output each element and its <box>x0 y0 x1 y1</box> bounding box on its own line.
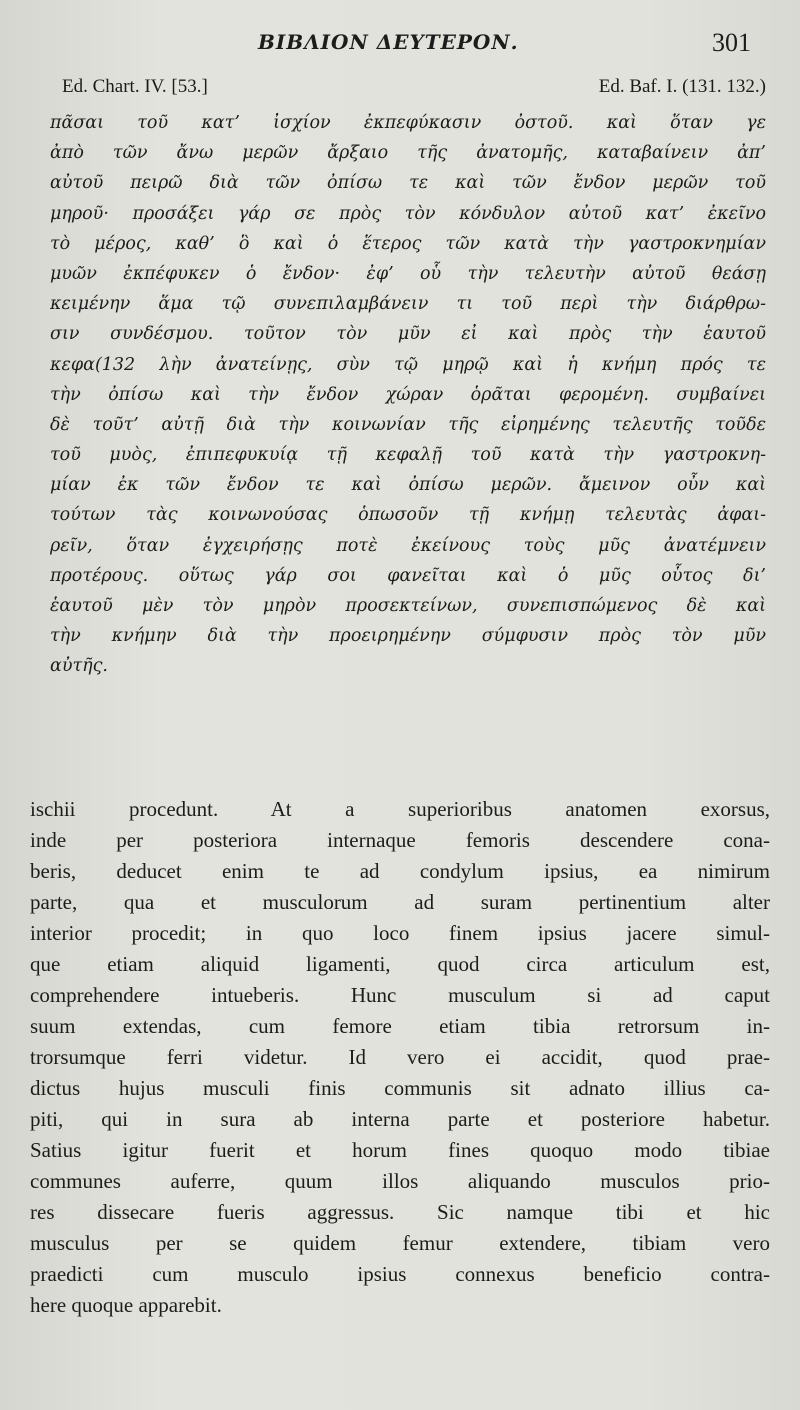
greek-text-line: τοῦ μυὸς, ἐπιπεφυκυίᾳ τῇ κεφαλῇ τοῦ κατὰ τὴν γαστροκνη- <box>50 445 766 466</box>
latin-text-line: ischii procedunt. At a superioribus anatomen exorsus, <box>30 797 770 821</box>
greek-text-line: δὲ τοῦτ’ αὐτῇ διὰ τὴν κοινωνίαν τῆς εἰρημένης τελευτῆς τοῦδε <box>50 414 766 435</box>
greek-text-line: αὐτοῦ πειρῶ διὰ τῶν ὀπίσω τε καὶ τῶν ἔνδον μερῶν τοῦ <box>50 173 766 194</box>
latin-text-line: musculus per se quidem femur extendere, tibiam vero <box>30 1231 770 1255</box>
edition-reference-line <box>62 76 766 104</box>
greek-text-line: ἑαυτοῦ μὲν τὸν μηρὸν προσεκτείνων, συνεπισπώμενος δὲ καὶ <box>50 596 766 616</box>
greek-text-line: κεφα(132 λὴν ἀνατείνῃς, σὺν τῷ μηρῷ καὶ ἡ κνήμη πρός τε <box>50 354 766 375</box>
latin-text-line: res dissecare fueris aggressus. Sic namque tibi et hic <box>30 1200 770 1224</box>
greek-text-line: μίαν ἐκ τῶν ἔνδον τε καὶ ὀπίσω μερῶν. ἄμεινον οὖν καὶ <box>50 475 766 496</box>
latin-text-line: dictus hujus musculi finis communis sit adnato illius ca- <box>30 1076 770 1100</box>
latin-text-line: here quoque apparebit. <box>30 1293 222 1317</box>
latin-text-line: piti, qui in sura ab interna parte et posteriore habetur. <box>30 1107 770 1131</box>
greek-text-line: ρεῖν, ὅταν ἐγχειρήσῃς ποτὲ ἐκείνους τοὺς μῦς ἀνατέμνειν <box>50 535 766 556</box>
greek-text-line: τούτων τὰς κοινωνούσας ὁπωσοῦν τῇ κνήμῃ τελευτὰς ἀφαι- <box>50 505 766 526</box>
edition-chart-reference: Ed. Chart. IV. [53.] <box>62 76 208 97</box>
latin-text-line: trorsumque ferri videtur. Id vero ei accidit, quod prae- <box>30 1045 770 1069</box>
greek-text-line: αὐτῆς. <box>50 656 108 677</box>
latin-text-line: Satius igitur fuerit et horum fines quoquo modo tibiae <box>30 1138 770 1162</box>
greek-text-line: προτέρους. οὕτως γάρ σοι φανεῖται καὶ ὁ μῦς οὗτος δι’ <box>50 565 766 586</box>
latin-text-line: parte, qua et musculorum ad suram pertinentium alter <box>30 890 770 914</box>
latin-text-block <box>30 794 770 1321</box>
greek-text-line: πᾶσαι τοῦ κατ’ ἰσχίον ἐκπεφύκασιν ὀστοῦ. καὶ ὅταν γε <box>50 113 766 133</box>
greek-text-line: τὴν ὀπίσω καὶ τὴν ἔνδον χώραν ὁρᾶται φερομένη. συμβαίνει <box>50 384 766 405</box>
latin-text-line: comprehendere intueberis. Hunc musculum si ad caput <box>30 983 770 1007</box>
greek-text-line: τὸ μέρος, καθ’ ὃ καὶ ὁ ἕτερος τῶν κατὰ τὴν γαστροκνημίαν <box>50 233 766 254</box>
greek-text-line: κειμένην ἅμα τῷ συνεπιλαμβάνειν τι τοῦ περὶ τὴν διάρθρω- <box>50 294 766 315</box>
latin-text-line: praedicti cum musculo ipsius connexus beneficio contra- <box>30 1262 770 1286</box>
latin-text-line: interior procedit; in quo loco finem ipsius jacere simul- <box>30 921 770 945</box>
latin-text-line: inde per posteriora internaque femoris descendere cona- <box>30 828 770 852</box>
latin-text-line: communes auferre, quum illos aliquando musculos prio- <box>30 1169 770 1193</box>
latin-text-line: suum extendas, cum femore etiam tibia retrorsum in- <box>30 1014 770 1038</box>
latin-text-line: que etiam aliquid ligamenti, quod circa articulum est, <box>30 952 770 976</box>
running-head <box>0 30 800 64</box>
greek-text-block <box>50 108 766 682</box>
greek-text-line: ἀπὸ τῶν ἄνω μερῶν ἄρξαιο τῆς ἀνατομῆς, καταβαίνειν ἀπ’ <box>50 143 766 164</box>
greek-text-line: σιν συνδέσμου. τοῦτον τὸν μῦν εἰ καὶ πρὸς τὴν ἑαυτοῦ <box>50 324 766 345</box>
greek-text-line: τὴν κνήμην διὰ τὴν προειρημένην σύμφυσιν πρὸς τὸν μῦν <box>50 626 766 647</box>
greek-text-line: μηροῦ· προσάξει γάρ σε πρὸς τὸν κόνδυλον αὐτοῦ κατ’ ἐκεῖνο <box>50 203 766 224</box>
greek-text-line: μυῶν ἐκπέφυκεν ὁ ἔνδον· ἐφ’ οὗ τὴν τελευτὴν αὐτοῦ θεάσῃ <box>50 263 766 284</box>
edition-basel-reference: Ed. Baf. I. (131. 132.) <box>598 76 766 97</box>
page-number: 301 <box>712 28 751 57</box>
latin-text-line: beris, deducet enim te ad condylum ipsius, ea nimirum <box>30 859 770 883</box>
running-title: BIBΛΙΟΝ ΔΕΥΤΕΡΟΝ. <box>258 30 519 54</box>
